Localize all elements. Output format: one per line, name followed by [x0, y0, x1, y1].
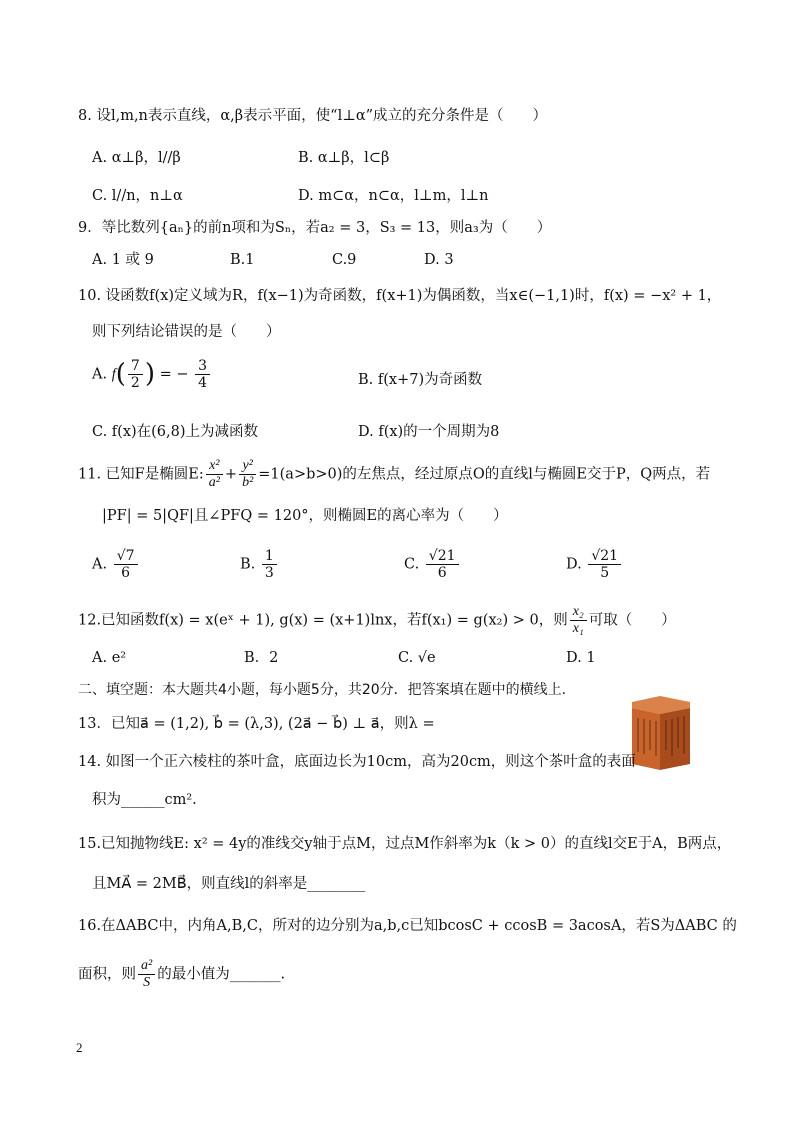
q12-option-d: D. 1 — [566, 650, 596, 666]
q10-option-d: D. f(x)的一个周期为8 — [358, 424, 500, 440]
q10-stem-line1: 10. 设函数f(x)定义域为R，f(x−1)为奇函数，f(x+1)为偶函数，当x∈(−1,1)时，f(x) = −x² + 1， — [78, 288, 722, 304]
q8-option-c: C. l//n，n⊥α — [92, 188, 183, 204]
q16-ratio: $\frac{\text{a²}}{S}$ — [138, 958, 155, 991]
q15-stem-line1: 15.已知抛物线E: x² = 4y的准线交y轴于点M，过点M作斜率为k（k > 0）的直线l交E于A，B两点， — [78, 836, 732, 852]
q12-stem: 12.已知函数f(x) = x(eˣ + 1), g(x) = (x+1)lnx，若f(x₁) = g(x₂) > 0，则 $\frac{\text{x₂}}{\text{x₁}}$ 可取（ ） — [78, 604, 676, 637]
q16-stem-line2: 面积，则 $\frac{\text{a²}}{S}$ 的最小值为_______. — [78, 958, 286, 991]
q9-stem: 9．等比数列{aₙ}的前n项和为Sₙ，若a₂ = 3，S₃ = 13，则a₃为（ ） — [78, 220, 552, 236]
q10-a-label: A. — [92, 366, 108, 383]
q14-stem-line1: 14. 如图一个正六棱柱的茶叶盒，底面边长为10cm，高为20cm，则这个茶叶盒的表面 — [78, 754, 636, 770]
q11-option-a: A. $\frac{√7}{6}$ — [92, 548, 140, 581]
q9-option-d: D. 3 — [424, 252, 454, 268]
q10-a-result: $\frac{3}{4}$ — [195, 358, 210, 391]
q14-stem-line2: 积为______cm². — [92, 792, 197, 808]
q16-stem-line1: 16.在ΔABC中，内角A,B,C，所对的边分别为a,b,c已知bcosC + ccosB = 3acosA，若S为ΔABC 的 — [78, 918, 737, 934]
q8-option-d: D. m⊂α，n⊂α，l⊥m，l⊥n — [298, 188, 489, 204]
q11-stem-line1: 11. 已知F是椭圆E: $\frac{\text{x²}}{\text{a²}}$ + $\frac{\text{y²}}{\text{b²}}$ =1(a>b>0)的左焦点，经过原点O的直线l与椭圆E交于P，Q两点，若 — [78, 458, 711, 491]
tea-box-side — [660, 708, 690, 770]
page-number: 2 — [76, 1040, 83, 1055]
q11-option-d: D. $\frac{√21}{5}$ — [566, 548, 623, 581]
q8-option-a: A. α⊥β，l//β — [92, 150, 181, 166]
q10-option-c: C. f(x)在(6,8)上为减函数 — [92, 424, 259, 440]
q11-frac-x: $\frac{\text{x²}}{\text{a²}}$ — [206, 458, 223, 491]
q10-a-equals: = − — [159, 366, 189, 383]
q12-option-b: B．2 — [244, 650, 279, 666]
q12-ratio: $\frac{\text{x₂}}{\text{x₁}}$ — [570, 604, 587, 637]
q10-option-b: B. f(x+7)为奇函数 — [358, 372, 483, 388]
q10-a-func: f — [111, 366, 116, 383]
q11-stem-line2: |PF| = 5|QF|且∠PFQ = 120°，则椭圆E的离心率为（ ） — [102, 508, 508, 524]
q11-option-b: B. $\frac{1}{3}$ — [240, 548, 279, 581]
q12-option-a: A. e² — [92, 650, 127, 666]
q15-stem-line2: 且MA⃗ = 2MB⃗，则直线l的斜率是________ — [92, 876, 366, 892]
q13-stem: 13．已知a⃗ = (1,2), b⃗ = (λ,3), (2a⃗ − b⃗) ⊥ a⃗，则λ = — [78, 716, 435, 732]
q10-option-a: A. f( $\frac{7}{2}$ ) = − $\frac{3}{4}$ — [92, 358, 212, 391]
q9-option-a: A. 1 或 9 — [92, 252, 154, 268]
q8-option-b: B. α⊥β，l⊂β — [298, 150, 390, 166]
q10-stem-line2: 则下列结论错误的是（ ） — [92, 324, 281, 340]
q11-frac-y: $\frac{\text{y²}}{\text{b²}}$ — [239, 458, 256, 491]
q8-stem: 8. 设l,m,n表示直线，α,β表示平面，使“l⊥α”成立的充分条件是（ ） — [78, 108, 548, 124]
q12-option-c: C. √e — [398, 650, 436, 666]
section-heading: 二、填空题：本大题共4小题，每小题5分，共20分．把答案填在题中的横线上. — [78, 682, 567, 698]
q9-option-b: B.1 — [230, 252, 255, 268]
q11-option-c: C. $\frac{√21}{6}$ — [404, 548, 461, 581]
q9-option-c: C.9 — [332, 252, 357, 268]
q10-a-fraction: $\frac{7}{2}$ — [128, 358, 143, 391]
